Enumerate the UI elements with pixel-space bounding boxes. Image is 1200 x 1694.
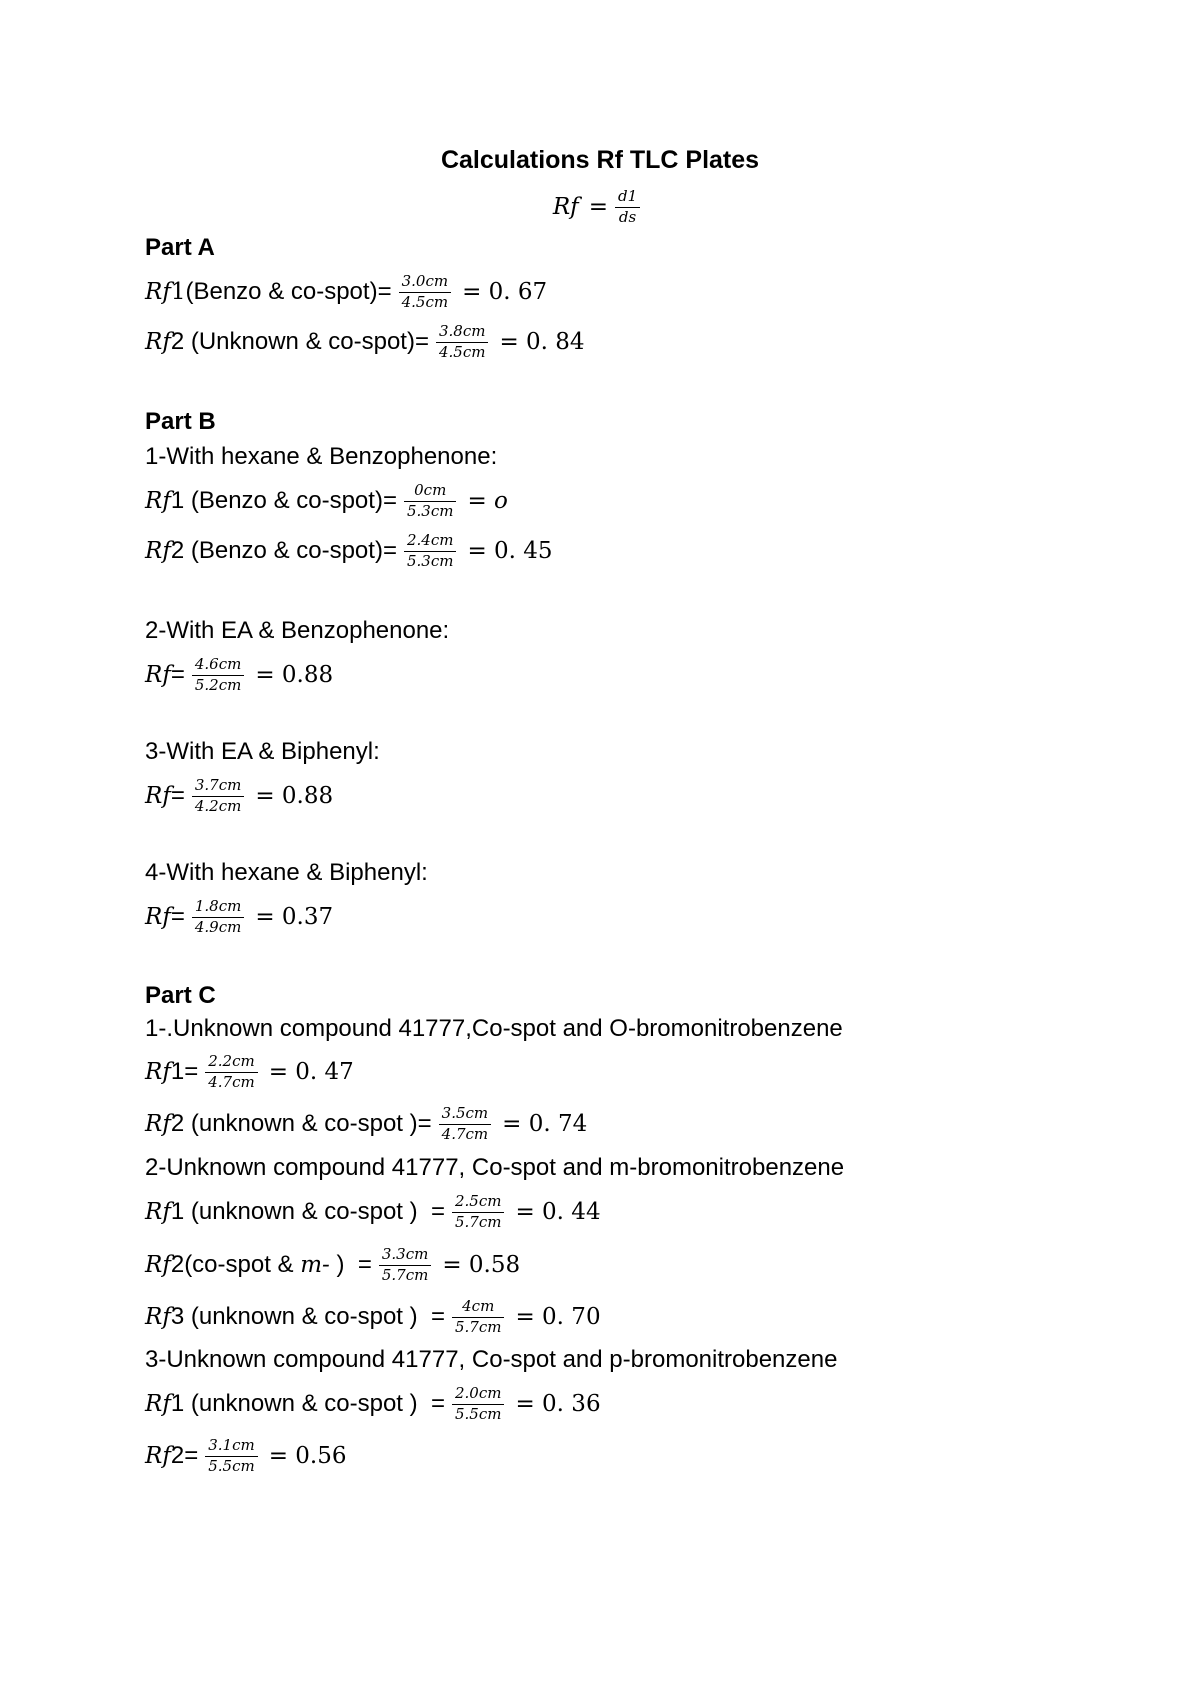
row-label: 1 (unknown & co-spot ) = xyxy=(170,1390,445,1417)
row-result: = 0.88 xyxy=(255,783,334,809)
row-result: = 0. 67 xyxy=(462,279,548,305)
row-fraction xyxy=(452,1385,504,1423)
part-b-sub4-row xyxy=(145,897,333,937)
row-result: = 0.58 xyxy=(442,1252,521,1278)
fraction-denominator: 4.5cm xyxy=(438,343,486,361)
fraction-denominator: 5.7cm xyxy=(454,1213,502,1231)
fraction-denominator: 5.7cm xyxy=(381,1266,429,1284)
formula-fraction xyxy=(615,188,640,226)
fraction-denominator: 5.3cm xyxy=(406,552,454,570)
part-a-row-1 xyxy=(145,272,547,312)
fraction-denominator: 5.5cm xyxy=(454,1405,502,1423)
row-label: 1 (unknown & co-spot ) = xyxy=(170,1198,445,1225)
row-label: 1= xyxy=(170,1058,199,1085)
part-c-sub1-title: 1-.Unknown compound 41777,Co-spot and O-bromonitrobenzene xyxy=(145,1015,843,1042)
row-result: = 0. 36 xyxy=(515,1391,601,1417)
rf-symbol: Rf xyxy=(145,1059,171,1085)
row-result: = 0.37 xyxy=(255,904,334,930)
fraction-denominator: 4.7cm xyxy=(208,1073,255,1091)
rf-symbol: Rf xyxy=(145,1199,171,1225)
fraction-numerator: 0cm xyxy=(414,481,447,499)
formula-lhs: Rf xyxy=(552,194,579,220)
row-result: = 0.88 xyxy=(255,662,334,688)
fraction-denominator: 5.2cm xyxy=(194,676,242,694)
fraction-denominator: 4.2cm xyxy=(194,797,242,815)
part-a-heading: Part A xyxy=(145,234,215,261)
rf-symbol: Rf xyxy=(145,904,171,930)
rf-symbol: Rf xyxy=(145,538,171,564)
row-fraction xyxy=(404,482,456,520)
row-label: = xyxy=(170,782,185,809)
row-label-italic: m- xyxy=(300,1252,330,1278)
row-fraction xyxy=(379,1246,431,1284)
fraction-numerator: 3.7cm xyxy=(194,776,242,794)
part-b-sub1-row-2 xyxy=(145,531,553,571)
row-result: = 0. 44 xyxy=(515,1199,601,1225)
row-fraction xyxy=(399,273,451,311)
part-b-sub3-row xyxy=(145,776,333,816)
fraction-denominator: 5.3cm xyxy=(406,502,454,520)
part-a-row-2 xyxy=(145,322,585,362)
fraction-numerator: 3.3cm xyxy=(381,1245,429,1263)
row-result: = 0. 84 xyxy=(499,329,585,355)
row-fraction xyxy=(205,1437,257,1475)
rf-symbol: Rf xyxy=(145,783,171,809)
fraction-denominator: ds xyxy=(618,208,637,226)
part-c-sub2-row-3 xyxy=(145,1297,601,1337)
fraction-numerator: 1.8cm xyxy=(194,897,242,915)
row-label-end: ) = xyxy=(329,1251,372,1278)
rf-symbol: Rf xyxy=(145,279,171,305)
fraction-numerator: 4.6cm xyxy=(194,655,242,673)
row-fraction xyxy=(192,898,244,936)
row-result: = 0. 47 xyxy=(268,1059,354,1085)
part-c-sub2-title: 2-Unknown compound 41777, Co-spot and m-bromonitrobenzene xyxy=(145,1154,845,1181)
row-label: 2(co-spot & xyxy=(170,1251,301,1278)
part-b-sub1-row-1 xyxy=(145,481,508,521)
rf-symbol: Rf xyxy=(145,1252,171,1278)
part-b-sub2-title: 2-With EA & Benzophenone: xyxy=(145,617,450,644)
row-fraction xyxy=(452,1298,504,1336)
fraction-numerator: 2.2cm xyxy=(208,1052,255,1070)
page-title: Calculations Rf TLC Plates xyxy=(440,146,760,174)
row-fraction xyxy=(205,1053,257,1091)
rf-symbol: Rf xyxy=(145,1443,171,1469)
part-b-sub1-title: 1-With hexane & Benzophenone: xyxy=(145,443,498,470)
row-label: 1 (Benzo & co-spot)= xyxy=(170,487,397,514)
row-label: = xyxy=(170,903,185,930)
fraction-denominator: 4.7cm xyxy=(441,1125,489,1143)
part-b-sub3-title: 3-With EA & Biphenyl: xyxy=(145,738,380,765)
part-c-sub2-row-1 xyxy=(145,1192,601,1232)
part-c-heading: Part C xyxy=(145,982,216,1009)
fraction-numerator: 3.0cm xyxy=(401,272,449,290)
part-c-sub1-row-1 xyxy=(145,1052,354,1092)
row-label: 2 (Benzo & co-spot)= xyxy=(170,537,397,564)
fraction-numerator: 3.1cm xyxy=(208,1436,255,1454)
row-result: = o xyxy=(467,488,508,514)
row-result: = 0. 45 xyxy=(467,538,553,564)
row-fraction xyxy=(436,323,488,361)
row-result: = 0. 70 xyxy=(515,1304,601,1330)
fraction-denominator: 5.5cm xyxy=(208,1457,255,1475)
row-fraction xyxy=(404,532,456,570)
fraction-numerator: 2.0cm xyxy=(454,1384,502,1402)
part-c-sub3-title: 3-Unknown compound 41777, Co-spot and p-bromonitrobenzene xyxy=(145,1346,838,1373)
rf-definition-formula xyxy=(0,185,1200,229)
part-b-sub2-row xyxy=(145,655,333,695)
fraction-denominator: 4.9cm xyxy=(194,918,242,936)
fraction-numerator: 3.8cm xyxy=(438,322,486,340)
row-label: 2 (unknown & co-spot )= xyxy=(170,1110,432,1137)
row-fraction xyxy=(439,1105,491,1143)
row-label: (Benzo & co-spot)= xyxy=(185,278,392,305)
rf-symbol: Rf xyxy=(145,1111,171,1137)
row-result: = 0.56 xyxy=(268,1443,347,1469)
rf-symbol: Rf xyxy=(145,488,171,514)
fraction-denominator: 4.5cm xyxy=(401,293,449,311)
rf-symbol: Rf xyxy=(145,1304,171,1330)
part-c-sub3-row-1 xyxy=(145,1384,601,1424)
row-fraction xyxy=(192,777,244,815)
fraction-numerator: 4cm xyxy=(462,1297,495,1315)
part-c-sub3-row-2 xyxy=(145,1436,347,1476)
rf-symbol: Rf xyxy=(145,329,171,355)
row-label: 2 (Unknown & co-spot)= xyxy=(170,328,429,355)
row-label: 3 (unknown & co-spot ) = xyxy=(170,1303,445,1330)
rf-index: 1 xyxy=(170,279,186,305)
row-label: = xyxy=(170,661,185,688)
fraction-numerator: 3.5cm xyxy=(441,1104,489,1122)
rf-symbol: Rf xyxy=(145,662,171,688)
row-label: 2= xyxy=(170,1442,199,1469)
row-fraction xyxy=(452,1193,504,1231)
row-result: = 0. 74 xyxy=(502,1111,588,1137)
part-b-sub4-title: 4-With hexane & Biphenyl: xyxy=(145,859,428,886)
fraction-numerator: 2.5cm xyxy=(454,1192,502,1210)
fraction-denominator: 5.7cm xyxy=(454,1318,502,1336)
formula-eq: = xyxy=(588,194,608,220)
part-c-sub1-row-2 xyxy=(145,1104,587,1144)
part-c-sub2-row-2 xyxy=(145,1245,520,1285)
row-fraction xyxy=(192,656,244,694)
fraction-numerator: 2.4cm xyxy=(406,531,454,549)
fraction-numerator: d1 xyxy=(617,187,638,205)
rf-symbol: Rf xyxy=(145,1391,171,1417)
part-b-heading: Part B xyxy=(145,408,216,435)
